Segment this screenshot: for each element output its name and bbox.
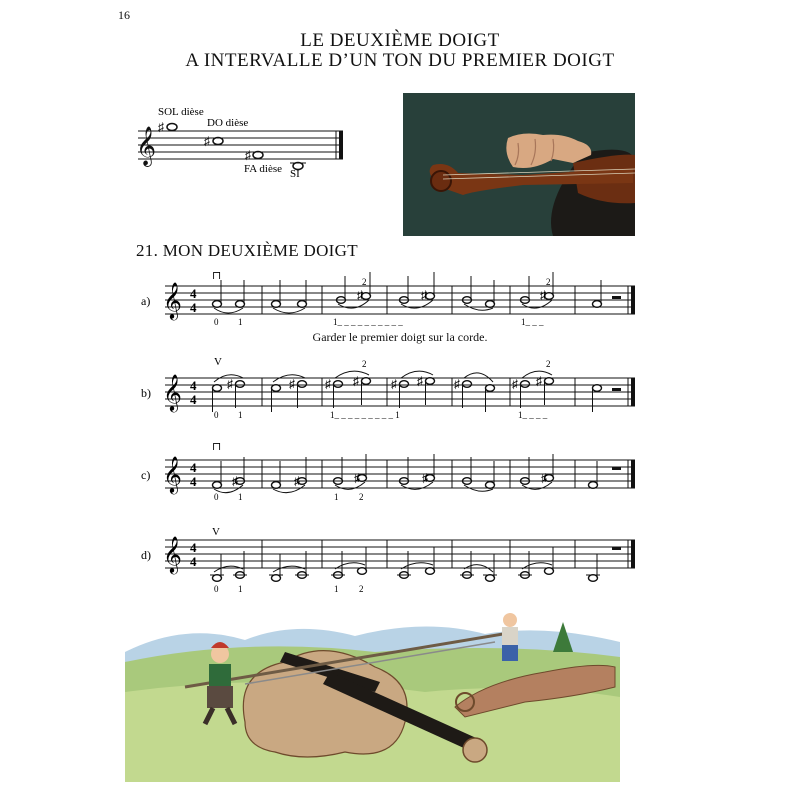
svg-text:♯: ♯ [204, 134, 210, 148]
cartoon-giant-violins-illustration [125, 612, 620, 782]
svg-text:♯: ♯ [294, 474, 300, 488]
svg-text:♯: ♯ [421, 288, 427, 302]
time-signature-bottom: 4 [190, 474, 197, 489]
page-title-line-1: LE DEUXIÈME DOIGT [300, 30, 500, 51]
hold-finger-line: 1_ _ _ _ [518, 410, 548, 420]
whole-rest-icon [612, 388, 621, 391]
time-signature-bottom: 4 [190, 392, 197, 407]
finger-number: 1 [238, 584, 243, 594]
staff-row-a [141, 270, 635, 327]
svg-text:♯: ♯ [227, 377, 233, 391]
treble-clef-icon: 𝄞 [163, 374, 182, 410]
down-bow-icon: ⊓ [212, 441, 222, 453]
svg-text:♯: ♯ [289, 377, 295, 391]
svg-text:♯: ♯ [158, 120, 164, 134]
hold-finger-line: 1_ _ _ [521, 317, 544, 327]
row-label-d: d) [141, 548, 151, 562]
svg-text:♯: ♯ [422, 471, 428, 485]
finger-number: 2 [546, 359, 551, 369]
up-bow-icon: V [212, 526, 220, 538]
svg-text:♯: ♯ [357, 288, 363, 302]
whole-rest-icon [612, 547, 621, 550]
treble-clef-icon: 𝄞 [163, 282, 182, 318]
whole-rest-icon [612, 467, 621, 470]
finger-number: 1 [334, 492, 339, 502]
page-title-line-2: A INTERVALLE D’UN TON DU PREMIER DOIGT [185, 50, 615, 71]
staff-row-b [141, 356, 635, 420]
svg-text:♯: ♯ [512, 377, 518, 391]
whole-rest-icon [612, 296, 621, 299]
hold-finger-line: 1_ _ _ _ _ _ _ _ _ 1 [330, 410, 400, 420]
hold-finger-line: 1_ _ _ _ _ _ _ _ _ _ [333, 317, 403, 327]
down-bow-icon: ⊓ [212, 270, 222, 282]
svg-text:♯: ♯ [540, 288, 546, 302]
row-label-b: b) [141, 386, 151, 400]
finger-number: 1 [334, 584, 339, 594]
finger-number: 0 [214, 317, 219, 327]
finger-number: 2 [359, 584, 364, 594]
row-label-c: c) [141, 468, 151, 482]
page-number: 16 [118, 8, 130, 22]
svg-text:♯: ♯ [454, 377, 460, 391]
svg-text:♯: ♯ [354, 471, 360, 485]
svg-text:♯: ♯ [536, 374, 542, 388]
svg-text:♯: ♯ [541, 471, 547, 485]
time-signature-top: 4 [190, 286, 197, 301]
treble-clef-icon: 𝄞 [163, 456, 182, 492]
finger-number: 0 [214, 492, 219, 502]
label-sol-diese: SOL dièse [158, 106, 204, 118]
finger-number: 0 [214, 410, 219, 420]
treble-clef-icon: 𝄞 [163, 536, 182, 572]
label-do-diese: DO dièse [207, 117, 249, 129]
svg-text:♯: ♯ [391, 377, 397, 391]
time-signature-top: 4 [190, 540, 197, 555]
finger-number: 1 [238, 410, 243, 420]
time-signature-top: 4 [190, 460, 197, 475]
svg-text:♯: ♯ [245, 148, 251, 162]
time-signature-bottom: 4 [190, 300, 197, 315]
instruction-text: Garder le premier doigt sur la corde. [312, 330, 488, 344]
time-signature-top: 4 [190, 378, 197, 393]
label-si: SI [290, 168, 300, 180]
row-label-a: a) [141, 294, 151, 308]
finger-number: 2 [546, 277, 551, 287]
finger-number: 1 [238, 317, 243, 327]
finger-number: 1 [238, 492, 243, 502]
up-bow-icon: V [214, 356, 222, 368]
finger-number: 2 [362, 277, 367, 287]
svg-text:♯: ♯ [353, 374, 359, 388]
svg-text:♯: ♯ [325, 377, 331, 391]
treble-clef-icon: 𝄞 [136, 128, 157, 165]
exercise-title: 21. MON DEUXIÈME DOIGT [136, 241, 358, 260]
label-fa-diese: FA dièse [244, 163, 282, 175]
staff-row-c [141, 441, 635, 502]
staff-row-d [141, 526, 635, 594]
svg-text:♯: ♯ [417, 374, 423, 388]
svg-text:♯: ♯ [232, 474, 238, 488]
finger-number: 2 [359, 492, 364, 502]
time-signature-bottom: 4 [190, 554, 197, 569]
finger-number: 2 [362, 359, 367, 369]
finger-number: 0 [214, 584, 219, 594]
